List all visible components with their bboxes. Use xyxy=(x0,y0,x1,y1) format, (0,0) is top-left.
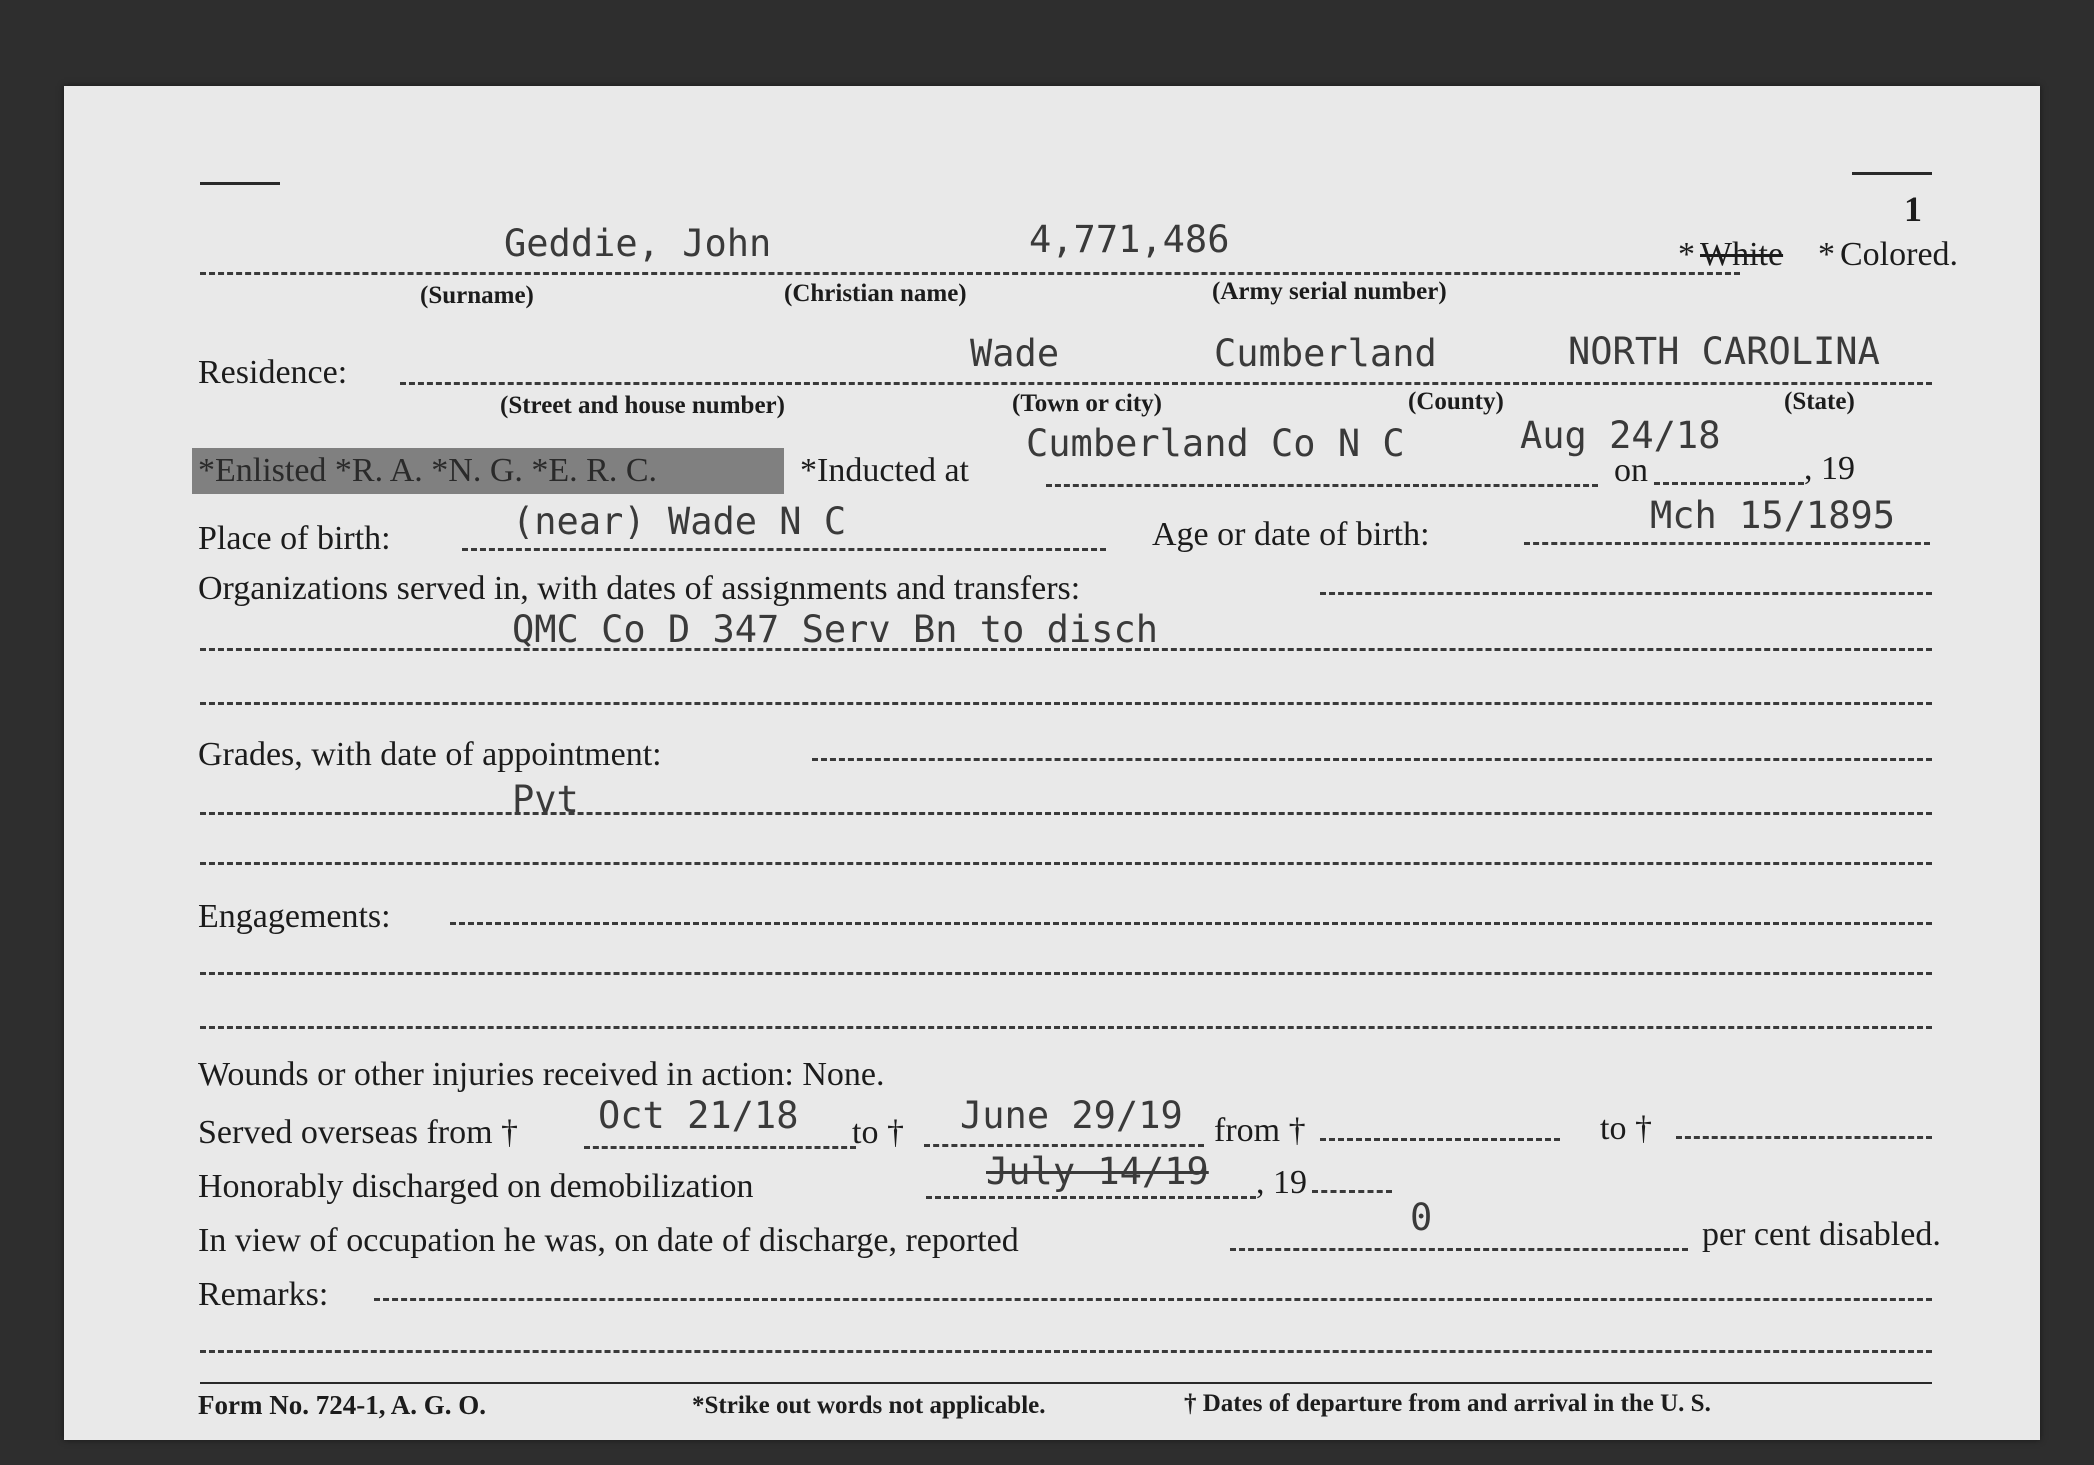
engagements-line-2 xyxy=(200,1026,1932,1029)
remarks-line-0 xyxy=(374,1298,1932,1301)
organizations-line-1 xyxy=(200,648,1932,651)
serial-label: (Army serial number) xyxy=(1212,278,1447,305)
discharge-year-line xyxy=(1312,1190,1392,1193)
engagements-line-0 xyxy=(450,922,1932,925)
disability-value: 0 xyxy=(1410,1196,1433,1239)
organizations-label: Organizations served in, with dates of assignments and transfers: xyxy=(198,570,1081,607)
residence-town: Wade xyxy=(970,332,1060,375)
discharge-date: July 14/19 xyxy=(986,1150,1209,1193)
street-label: (Street and house number) xyxy=(500,392,785,419)
wounds-label: Wounds or other injuries received in action: None. xyxy=(198,1056,885,1093)
grades-line-2 xyxy=(200,862,1932,865)
grades-label: Grades, with date of appointment: xyxy=(198,736,662,773)
overseas-label: Served overseas from † xyxy=(198,1114,519,1151)
race-marker2: * xyxy=(1818,236,1835,273)
year-label-1: , 19 xyxy=(1804,450,1855,487)
header-line xyxy=(200,272,1740,275)
overseas-from2-label: from † xyxy=(1214,1112,1306,1149)
footnote-strike: *Strike out words not applicable. xyxy=(692,1392,1046,1419)
engagements-label: Engagements: xyxy=(198,898,391,935)
county-label: (County) xyxy=(1408,388,1504,415)
footnote-dates: † Dates of departure from and arrival in the U. S. xyxy=(1184,1390,1711,1417)
on-label: on xyxy=(1614,452,1648,489)
serial-value: 4,771,486 xyxy=(1029,218,1230,261)
overseas-to-line xyxy=(924,1144,1204,1147)
residence-line xyxy=(400,382,1932,385)
organizations-line-2 xyxy=(200,702,1932,705)
grades-value: Pvt xyxy=(512,778,579,821)
remarks-label: Remarks: xyxy=(198,1276,329,1313)
birth-place-label: Place of birth: xyxy=(198,520,391,557)
surname-label: (Surname) xyxy=(420,282,534,309)
birth-place: (near) Wade N C xyxy=(512,500,847,543)
christian-label: (Christian name) xyxy=(784,280,967,307)
birth-date-line xyxy=(1524,542,1930,545)
induction-date: Aug 24/18 xyxy=(1520,414,1721,457)
town-label: (Town or city) xyxy=(1012,390,1162,417)
overseas-from-line xyxy=(584,1146,856,1149)
year-label-2: , 19 xyxy=(1256,1164,1307,1201)
residence-state: NORTH CAROLINA xyxy=(1568,330,1880,373)
overseas-to2-line xyxy=(1676,1136,1932,1139)
overseas-from: Oct 21/18 xyxy=(598,1094,799,1137)
top-left-rule xyxy=(200,182,280,185)
race-white: White xyxy=(1700,236,1784,273)
footer-rule xyxy=(200,1382,1932,1384)
disability-label: In view of occupation he was, on date of discharge, reported xyxy=(198,1222,1019,1259)
birth-date-label: Age or date of birth: xyxy=(1152,516,1430,553)
service-record-card xyxy=(64,86,2040,1440)
disability-suffix: per cent disabled. xyxy=(1702,1216,1941,1253)
discharge-line xyxy=(926,1196,1256,1199)
engagements-line-1 xyxy=(200,972,1932,975)
overseas-to-label: to † xyxy=(852,1114,904,1151)
surname-value: Geddie, John xyxy=(504,222,772,265)
on-line xyxy=(1654,482,1804,485)
form-number: Form No. 724-1, A. G. O. xyxy=(198,1390,486,1420)
overseas-to: June 29/19 xyxy=(960,1094,1183,1137)
inducted-place: Cumberland Co N C xyxy=(1026,422,1405,465)
inducted-line xyxy=(1046,484,1598,487)
overseas-to2-label: to † xyxy=(1600,1110,1652,1147)
race-colored: Colored. xyxy=(1840,236,1959,273)
residence-county: Cumberland xyxy=(1214,332,1437,375)
disability-line xyxy=(1230,1248,1688,1251)
grades-line-0 xyxy=(812,758,1932,761)
birth-date: Mch 15/1895 xyxy=(1650,494,1896,537)
state-label: (State) xyxy=(1784,388,1855,415)
remarks-line-1 xyxy=(200,1350,1932,1353)
residence-label: Residence: xyxy=(198,354,348,391)
card-number: 1 xyxy=(1904,189,1922,229)
top-right-rule xyxy=(1852,172,1932,175)
inducted-label: *Inducted at xyxy=(800,452,969,489)
overseas-from2-line xyxy=(1320,1138,1560,1141)
race-marker: * xyxy=(1678,236,1695,273)
organizations-value: QMC Co D 347 Serv Bn to disch xyxy=(512,608,1159,651)
birth-place-line xyxy=(462,548,1106,551)
organizations-line-0 xyxy=(1320,592,1932,595)
discharge-label: Honorably discharged on demobilization xyxy=(198,1168,754,1205)
enlisted-options: *Enlisted *R. A. *N. G. *E. R. C. xyxy=(198,452,658,489)
grades-line-1 xyxy=(200,812,1932,815)
